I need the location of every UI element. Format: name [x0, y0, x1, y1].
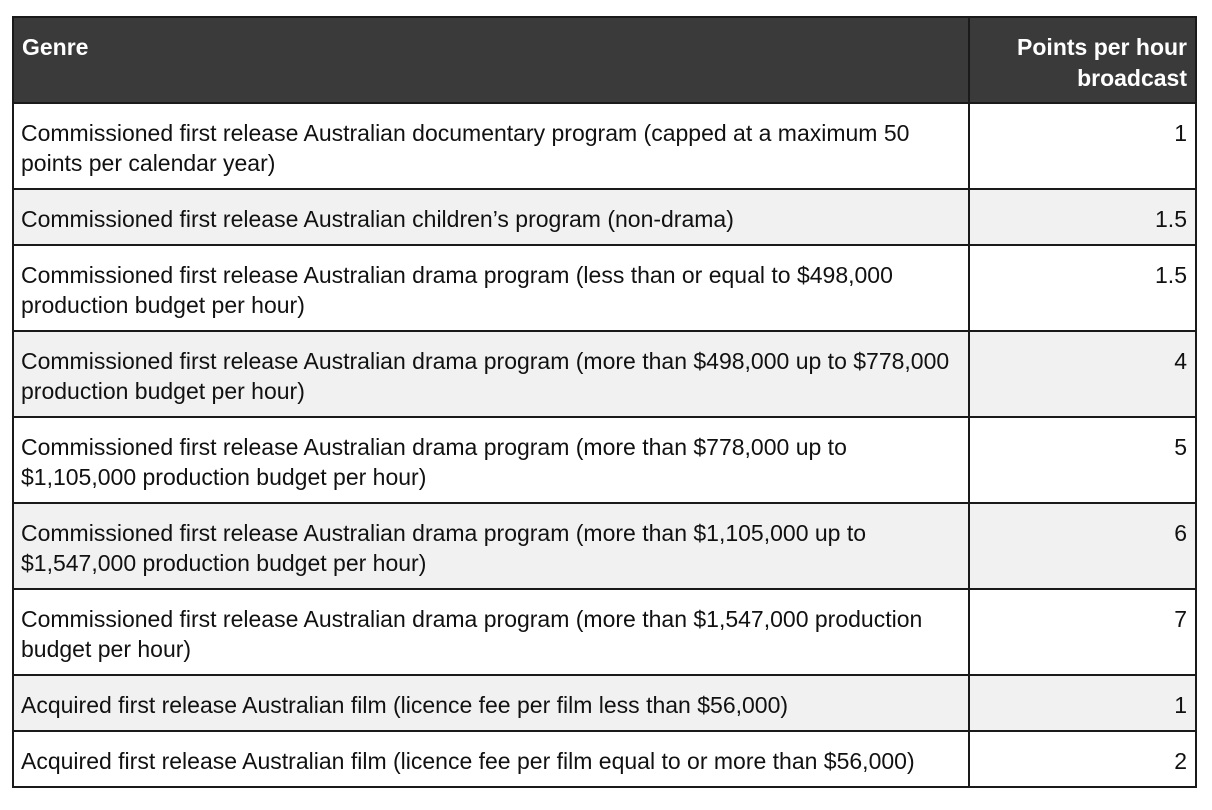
table-row: [13, 103, 1196, 189]
header-points-per-hour: Points per hour broadcast: [969, 17, 1196, 103]
genre-cell: Commissioned first release Australian drama program (less than or equal to $498,000 production budget per hour): [13, 245, 969, 331]
points-cell: 1.5: [969, 245, 1196, 331]
table-row: [13, 245, 1196, 331]
genre-cell: Acquired first release Australian film (licence fee per film equal to or more than $56,000): [13, 731, 969, 787]
table-row: [13, 503, 1196, 589]
table-row: [13, 675, 1196, 731]
points-cell: 2: [969, 731, 1196, 787]
genre-cell: Commissioned first release Australian drama program (more than $778,000 up to $1,105,000 production budget per hour): [13, 417, 969, 503]
table-row: [13, 331, 1196, 417]
table-row: [13, 417, 1196, 503]
genre-points-table: [12, 16, 1197, 788]
genre-cell: Commissioned first release Australian drama program (more than $498,000 up to $778,000 production budget per hour): [13, 331, 969, 417]
genre-cell: Commissioned first release Australian children’s program (non-drama): [13, 189, 969, 245]
points-cell: 1: [969, 675, 1196, 731]
points-cell: 1.5: [969, 189, 1196, 245]
points-cell: 7: [969, 589, 1196, 675]
header-row: [13, 17, 1196, 103]
points-cell: 4: [969, 331, 1196, 417]
genre-cell: Acquired first release Australian film (licence fee per film less than $56,000): [13, 675, 969, 731]
points-cell: 6: [969, 503, 1196, 589]
table-row: [13, 189, 1196, 245]
header-genre: Genre: [13, 17, 969, 103]
genre-cell: Commissioned first release Australian documentary program (capped at a maximum 50 points per calendar year): [13, 103, 969, 189]
points-cell: 5: [969, 417, 1196, 503]
points-cell: 1: [969, 103, 1196, 189]
table-row: [13, 731, 1196, 787]
genre-cell: Commissioned first release Australian drama program (more than $1,547,000 production budget per hour): [13, 589, 969, 675]
genre-cell: Commissioned first release Australian drama program (more than $1,105,000 up to $1,547,000 production budget per hour): [13, 503, 969, 589]
table-row: [13, 589, 1196, 675]
